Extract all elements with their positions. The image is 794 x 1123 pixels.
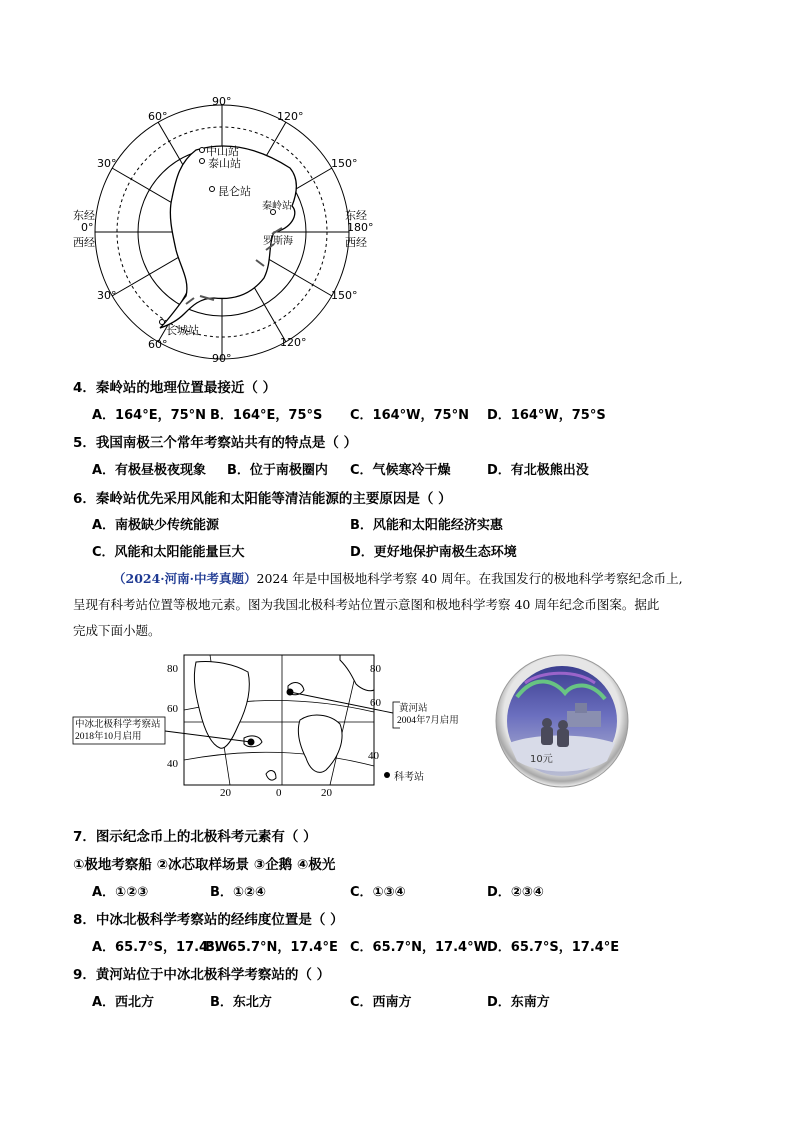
callout-huanghe: 黄河站 2004年7月启用 (397, 704, 459, 726)
q8-option-c[interactable]: C．65.7°N，17.4°W (350, 940, 488, 955)
question-8: 8．中冰北极科学考察站的经纬度位置是（ ） (73, 912, 344, 928)
q5-option-a[interactable]: A．有极昼极夜现象 (92, 463, 207, 478)
lon-label-upper-right: 150° (331, 157, 358, 170)
q8-option-a[interactable]: A．65.7°S，17.4°W (92, 940, 229, 955)
passage-source: （2024·河南·中考真题） (113, 571, 257, 586)
q9-option-c[interactable]: C．西南方 (350, 995, 412, 1010)
q6-option-c[interactable]: C．风能和太阳能能量巨大 (92, 545, 245, 560)
lon-label-lower-right: 150° (331, 289, 358, 302)
lat-right-40: 40 (368, 750, 379, 762)
commemorative-coin (495, 653, 630, 790)
lat-right-60: 60 (370, 697, 381, 709)
question-4: 4．秦岭站的地理位置最接近（ ） (73, 380, 277, 396)
lon-label-bottom: 90° (212, 352, 232, 365)
lat-left-80: 80 (167, 663, 178, 675)
q7-option-a[interactable]: A．①②③ (92, 885, 149, 900)
q4-option-a[interactable]: A．164°E，75°N (92, 408, 207, 423)
ross-sea-label: 罗斯海 (263, 236, 293, 247)
q6-option-b[interactable]: B．风能和太阳能经济实惠 (350, 518, 503, 533)
lon-label-upper-left: 30° (97, 157, 117, 170)
lat-right-80: 80 (370, 663, 381, 675)
station-kunlun: 昆仑站 (218, 185, 251, 198)
lat-left-60: 60 (167, 703, 178, 715)
q5-option-c[interactable]: C．气候寒冷干燥 (350, 463, 451, 478)
question-7: 7．图示纪念币上的北极科考元素有（ ） (73, 829, 317, 845)
lat-left-40: 40 (167, 758, 178, 770)
lon-label-bottom-left: 60° (148, 338, 168, 351)
q9-option-a[interactable]: A．西北方 (92, 995, 155, 1010)
q8-option-d[interactable]: D．65.7°S，17.4°E (487, 940, 620, 955)
station-qinling: 秦岭站 (262, 201, 292, 212)
lon-label-left-a: 东经 (73, 209, 95, 222)
lon-label-top: 90° (212, 95, 232, 108)
q4-option-c[interactable]: C．164°W，75°N (350, 408, 469, 423)
station-zhongshan: 中山站 (206, 145, 239, 158)
q9-option-b[interactable]: B．东北方 (210, 995, 272, 1010)
q6-option-a[interactable]: A．南极缺少传统能源 (92, 518, 220, 533)
q8-option-b[interactable]: B．65.7°N，17.4°E (205, 940, 338, 955)
lon-label-bottom-right: 120° (280, 336, 307, 349)
lon-label-lower-left: 30° (97, 289, 117, 302)
lon-label-top-left: 60° (148, 110, 168, 123)
lon-label-right-c: 西经 (345, 236, 367, 249)
q5-option-d[interactable]: D．有北极熊出没 (487, 463, 589, 478)
legend-station: 科考站 (394, 772, 424, 783)
question-6: 6．秦岭站优先采用风能和太阳能等清洁能源的主要原因是（ ） (73, 491, 452, 507)
q5-option-b[interactable]: B．位于南极圈内 (227, 463, 328, 478)
station-taishan: 泰山站 (208, 157, 241, 170)
question-5: 5．我国南极三个常年考察站共有的特点是（ ） (73, 435, 358, 451)
lon-label-right-b: 180° (347, 221, 374, 234)
callout-zhongbing: 中冰北极科学考察站 2018年10月启用 (75, 720, 161, 742)
lon-label-right-a: 东经 (345, 209, 367, 222)
lon-bottom-20w: 20 (220, 787, 231, 799)
lon-label-top-right: 120° (277, 110, 304, 123)
antarctica-polar-map (60, 90, 380, 365)
q7-option-b[interactable]: B．①②④ (210, 885, 266, 900)
q4-option-d[interactable]: D．164°W，75°S (487, 408, 606, 423)
reading-passage: （2024·河南·中考真题）2024 年是中国极地科学考察 40 周年。在我国发行的极地科学考察纪念币上, 呈现有科考站位置等极地元素。图为我国北极科考站位置示意图和极地科学考察 40 周年纪念币图案。据此 完成下面小题。 (73, 571, 683, 638)
lon-label-left-c: 西经 (73, 236, 95, 249)
station-changcheng: 长城站 (166, 324, 199, 337)
q6-option-d[interactable]: D．更好地保护南极生态环境 (350, 545, 517, 560)
q4-option-b[interactable]: B．164°E，75°S (210, 408, 323, 423)
q9-option-d[interactable]: D．东南方 (487, 995, 550, 1010)
question-9: 9．黄河站位于中冰北极科学考察站的（ ） (73, 967, 331, 983)
lon-label-left-b: 0° (81, 221, 94, 234)
q7-option-d[interactable]: D．②③④ (487, 885, 544, 900)
coin-denomination: 10元 (530, 754, 553, 765)
q7-option-c[interactable]: C．①③④ (350, 885, 406, 900)
lon-bottom-20e: 20 (321, 787, 332, 799)
question-7-choices-line: ①极地考察船 ②冰芯取样场景 ③企鹅 ④极光 (73, 857, 336, 873)
lon-bottom-0: 0 (276, 787, 282, 799)
